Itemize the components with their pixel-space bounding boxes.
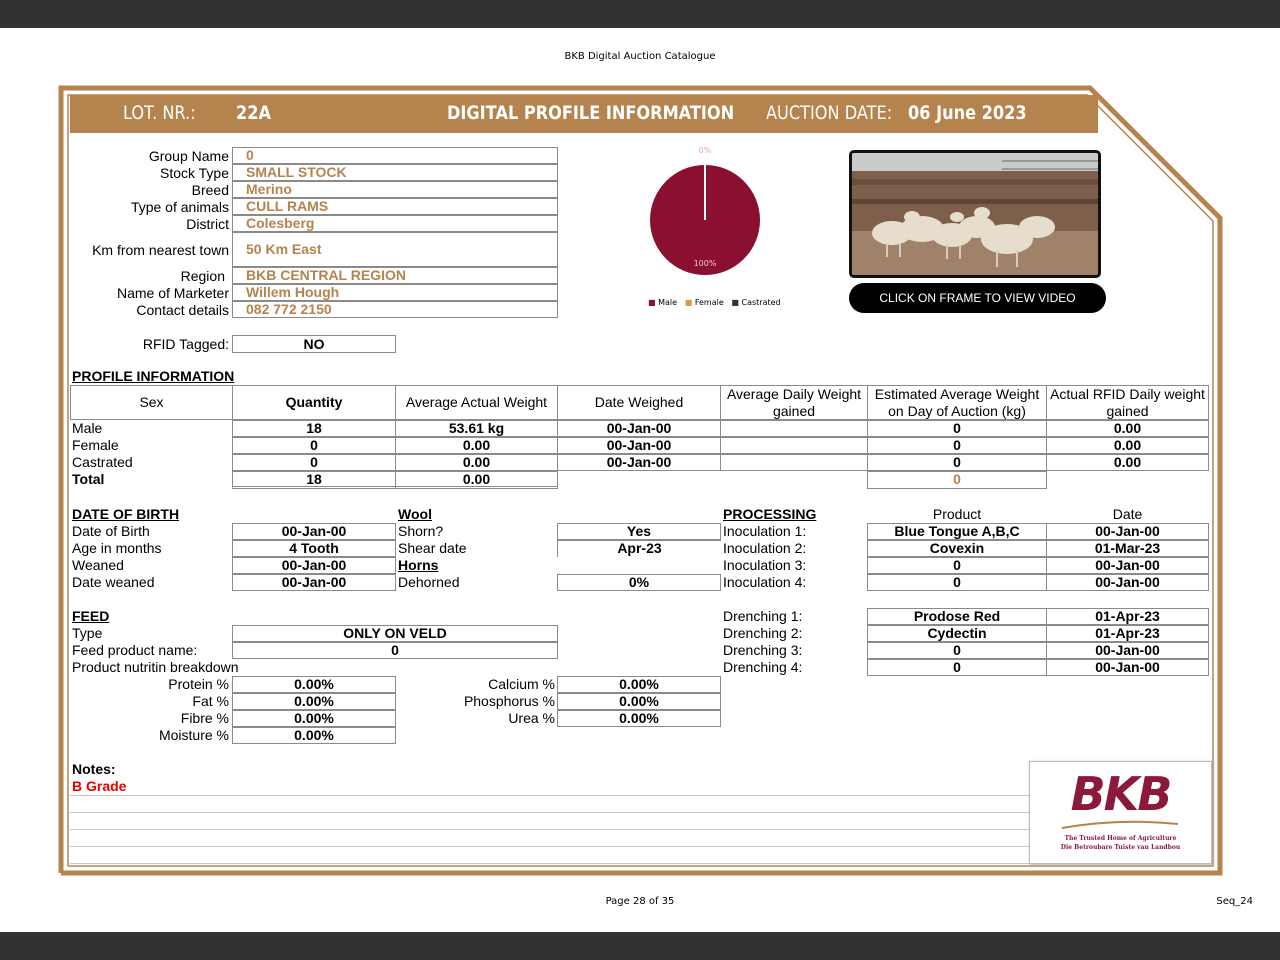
row-castrated-daily (720, 454, 868, 471)
row-male-rfid: 0.00 (1046, 420, 1209, 437)
row-castrated-weight: 0.00 (395, 454, 558, 471)
urea-label: Urea % (508, 710, 555, 726)
region-label: Region (180, 268, 225, 284)
notes-text: B Grade (72, 778, 127, 794)
lot-label: LOT. NR.: (123, 102, 196, 124)
dehorned-label: Dehorned (398, 574, 460, 590)
drenching-1-date: 01-Apr-23 (1046, 608, 1209, 625)
sheep-photo (852, 153, 1098, 275)
drenching-3-date: 00-Jan-00 (1046, 642, 1209, 659)
drenching-1-label: Drenching 1: (723, 608, 803, 624)
inoculation-1-product: Blue Tongue A,B,C (867, 523, 1047, 540)
logo-tagline-en: The Trusted Home of Agriculture (1064, 835, 1177, 842)
notes-line (70, 829, 1030, 830)
wool-heading: Wool (398, 506, 432, 522)
legend-female: ■ Female (684, 298, 724, 307)
inoculation-2-date: 01-Mar-23 (1046, 540, 1209, 557)
row-male-daily (720, 420, 868, 437)
calcium-value: 0.00% (557, 676, 721, 693)
auction-date: 06 June 2023 (908, 102, 1027, 124)
fibre-label: Fibre % (180, 710, 229, 726)
sex-pie-chart (630, 145, 790, 320)
shear-date-label: Shear date (398, 540, 467, 556)
lot-number: 22A (236, 102, 271, 124)
bkb-logo-text: BKB (1070, 767, 1171, 821)
dehorned-value: 0% (557, 574, 721, 591)
region-value: BKB CENTRAL REGION (232, 267, 558, 284)
moisture-value: 0.00% (232, 727, 396, 744)
legend-male: ■ Male (648, 298, 678, 307)
date-weaned-label: Date weaned (72, 574, 155, 590)
inoculation-2-label: Inoculation 2: (723, 540, 807, 556)
drenching-1-product: Prodose Red (867, 608, 1047, 625)
auction-date-label: AUCTION DATE: (766, 102, 893, 124)
processing-heading: PROCESSING (723, 506, 817, 522)
group-name-label: Group Name (148, 148, 229, 164)
inoculation-1-date: 00-Jan-00 (1046, 523, 1209, 540)
row-castrated-qty: 0 (232, 454, 396, 471)
rfid-label: RFID Tagged: (142, 336, 229, 352)
shorn-label: Shorn? (398, 523, 444, 539)
row-female-sex: Female (72, 437, 119, 453)
inoculation-3-date: 00-Jan-00 (1046, 557, 1209, 574)
contact-value: 082 772 2150 (232, 301, 558, 318)
notes-line (70, 846, 1030, 847)
fat-label: Fat % (192, 693, 229, 709)
col-rfid-daily: Actual RFID Daily weight gained (1046, 385, 1209, 420)
nutrition-breakdown-label: Product nutritin breakdown (72, 659, 239, 675)
drenching-2-date: 01-Apr-23 (1046, 625, 1209, 642)
pie-label-zero: 0% (698, 146, 712, 155)
inoculation-4-label: Inoculation 4: (723, 574, 807, 590)
district-label: District (186, 216, 229, 232)
drenching-2-label: Drenching 2: (723, 625, 803, 641)
urea-value: 0.00% (557, 710, 721, 727)
age-value: 4 Tooth (232, 540, 396, 557)
notes-label: Notes: (72, 761, 116, 777)
row-castrated-sex: Castrated (72, 454, 133, 470)
row-total-est: 0 (867, 471, 1047, 489)
drenching-3-label: Drenching 3: (723, 642, 803, 658)
date-column-header: Date (1112, 506, 1143, 522)
dob-label: Date of Birth (72, 523, 150, 539)
page-number: Page 28 of 35 (605, 896, 675, 907)
feed-type-value: ONLY ON VELD (232, 625, 558, 642)
district-value: Colesberg (232, 215, 558, 232)
legend-female-swatch: ■ (684, 298, 693, 307)
birth-heading: DATE OF BIRTH (72, 506, 180, 522)
logo-tagline-af: Die Betroubare Tuiste van Landbou (1060, 844, 1181, 851)
row-male-sex: Male (72, 420, 103, 436)
row-female-weight: 0.00 (395, 437, 558, 454)
horns-heading: Horns (398, 557, 439, 573)
row-total-label: Total (72, 471, 105, 487)
logo-swoosh (1060, 820, 1180, 830)
notes-line (70, 863, 1030, 864)
marketer-label: Name of Marketer (116, 285, 229, 301)
drenching-4-label: Drenching 4: (723, 659, 803, 675)
shorn-value: Yes (557, 523, 721, 540)
group-name-value: 0 (232, 147, 558, 164)
row-female-est: 0 (867, 437, 1047, 454)
fibre-value: 0.00% (232, 710, 396, 727)
col-average-weight: Average Actual Weight (395, 385, 558, 420)
inoculation-3-label: Inoculation 3: (723, 557, 807, 573)
moisture-label: Moisture % (158, 727, 229, 743)
inoculation-4-date: 00-Jan-00 (1046, 574, 1209, 591)
notes-line (70, 795, 1030, 796)
row-castrated-date: 00-Jan-00 (557, 454, 721, 471)
contact-label: Contact details (136, 302, 229, 318)
legend-male-swatch: ■ (648, 298, 656, 307)
feed-type-label: Type (72, 625, 103, 641)
row-castrated-est: 0 (867, 454, 1047, 471)
col-daily-weight: Average Daily Weight gained (720, 385, 868, 420)
stock-type-label: Stock Type (159, 165, 229, 181)
col-estimated-weight: Estimated Average Weight on Day of Auction (kg) (867, 385, 1047, 420)
protein-value: 0.00% (232, 676, 396, 693)
weaned-value: 00-Jan-00 (232, 557, 396, 574)
feed-product-value: 0 (232, 642, 558, 659)
drenching-2-product: Cydectin (867, 625, 1047, 642)
type-value: CULL RAMS (232, 198, 558, 215)
feed-heading: FEED (72, 608, 110, 624)
shear-date-value: Apr-23 (557, 540, 721, 557)
drenching-3-product: 0 (867, 642, 1047, 659)
row-male-weight: 53.61 kg (395, 420, 558, 437)
row-female-qty: 0 (232, 437, 396, 454)
pie-label-male: 100% (693, 259, 717, 268)
row-total-weight: 0.00 (395, 471, 558, 489)
col-date-weighed: Date Weighed (557, 385, 721, 420)
fat-value: 0.00% (232, 693, 396, 710)
bkb-logo (1029, 761, 1212, 864)
view-video-button[interactable]: CLICK ON FRAME TO VIEW VIDEO (849, 283, 1106, 313)
inoculation-4-product: 0 (867, 574, 1047, 591)
km-label: Km from nearest town (92, 242, 229, 258)
km-value: 50 Km East (232, 232, 558, 267)
weaned-label: Weaned (72, 557, 124, 573)
legend-castrated: ■ Castrated (731, 298, 781, 307)
inoculation-1-label: Inoculation 1: (723, 523, 807, 539)
stock-type-value: SMALL STOCK (232, 164, 558, 181)
phosphorus-value: 0.00% (557, 693, 721, 710)
drenching-4-date: 00-Jan-00 (1046, 659, 1209, 676)
inoculation-3-product: 0 (867, 557, 1047, 574)
drenching-4-product: 0 (867, 659, 1047, 676)
profile-heading: PROFILE INFORMATION (72, 368, 235, 384)
legend-castrated-swatch: ■ (731, 298, 739, 307)
feed-product-label: Feed product name: (72, 642, 198, 658)
rfid-value: NO (232, 335, 396, 353)
banner-title: DIGITAL PROFILE INFORMATION (447, 102, 735, 124)
pie-legend (648, 298, 781, 307)
type-label: Type of animals (130, 199, 229, 215)
age-label: Age in months (72, 540, 162, 556)
marketer-value: Willem Hough (232, 284, 558, 301)
breed-label: Breed (191, 182, 229, 198)
header-caption: BKB Digital Auction Catalogue (564, 51, 716, 62)
product-column-header: Product (932, 506, 982, 522)
calcium-label: Calcium % (488, 676, 555, 692)
date-weaned-value: 00-Jan-00 (232, 574, 396, 591)
sequence-label: Seq_24 (1216, 896, 1253, 907)
inoculation-2-product: Covexin (867, 540, 1047, 557)
col-sex: Sex (70, 385, 233, 420)
row-male-est: 0 (867, 420, 1047, 437)
protein-label: Protein % (168, 676, 229, 692)
phosphorus-label: Phosphorus % (463, 693, 555, 709)
row-male-qty: 18 (232, 420, 396, 437)
breed-value: Merino (232, 181, 558, 198)
dob-value: 00-Jan-00 (232, 523, 396, 540)
video-thumbnail[interactable] (849, 150, 1101, 278)
row-female-date: 00-Jan-00 (557, 437, 721, 454)
row-total-qty: 18 (232, 471, 396, 489)
col-quantity: Quantity (232, 385, 396, 420)
row-female-rfid: 0.00 (1046, 437, 1209, 454)
row-female-daily (720, 437, 868, 454)
notes-line (70, 812, 1030, 813)
row-male-date: 00-Jan-00 (557, 420, 721, 437)
row-castrated-rfid: 0.00 (1046, 454, 1209, 471)
